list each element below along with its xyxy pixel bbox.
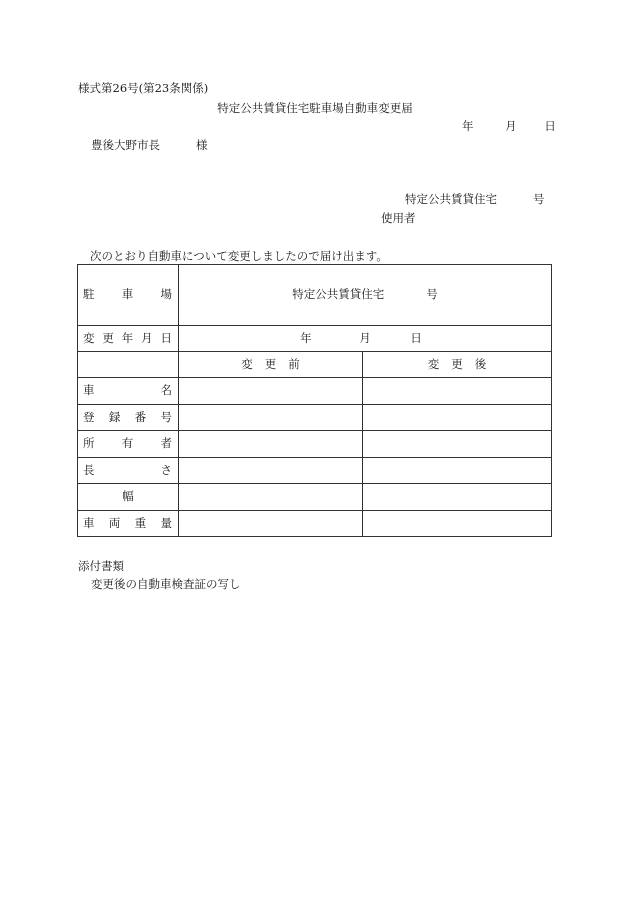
date-month: 月 bbox=[505, 119, 517, 133]
applicant-housing-label: 特定公共賃貸住宅 bbox=[405, 192, 497, 206]
width-after[interactable] bbox=[363, 484, 552, 511]
row-label-registration-number: 登 録 番 号 bbox=[78, 404, 179, 431]
change-date-label-cell bbox=[78, 326, 179, 352]
registration-number-before[interactable] bbox=[179, 404, 363, 431]
attachments-heading: 添付書類 bbox=[78, 559, 124, 573]
vehicle-weight-after[interactable] bbox=[363, 510, 552, 537]
change-date-month: 月 bbox=[359, 330, 371, 345]
applicant-housing-number: 号 bbox=[533, 192, 545, 206]
table-row bbox=[78, 484, 552, 511]
row-label-length: 長 さ bbox=[78, 457, 179, 484]
addressee-name: 豊後大野市長 bbox=[91, 138, 160, 152]
header-blank-cell bbox=[78, 352, 179, 378]
addressee-honorific: 様 bbox=[196, 138, 208, 152]
change-date-year: 年 bbox=[300, 330, 312, 345]
parking-number-label: 号 bbox=[426, 287, 438, 302]
owner-after[interactable] bbox=[363, 431, 552, 458]
vehicle-name-after[interactable] bbox=[363, 378, 552, 405]
width-before[interactable] bbox=[179, 484, 363, 511]
row-label-owner: 所 有 者 bbox=[78, 431, 179, 458]
registration-number-after[interactable] bbox=[363, 404, 552, 431]
length-before[interactable] bbox=[179, 457, 363, 484]
intro-text: 次のとおり自動車について変更しましたので届け出ます。 bbox=[90, 249, 388, 263]
change-date-label: 変 更 年 月 日 bbox=[83, 330, 172, 345]
length-after[interactable] bbox=[363, 457, 552, 484]
table-row bbox=[78, 378, 552, 405]
owner-before[interactable] bbox=[179, 431, 363, 458]
document-title: 特定公共賃貸住宅駐車場自動車変更届 bbox=[217, 101, 413, 115]
after-change-header: 変 更 後 bbox=[363, 352, 552, 378]
before-change-header: 変 更 前 bbox=[179, 352, 363, 378]
column-header-row bbox=[78, 352, 552, 378]
date-year: 年 bbox=[462, 119, 474, 133]
table-row bbox=[78, 404, 552, 431]
applicant-housing bbox=[405, 194, 545, 206]
parking-label: 駐 車 場 bbox=[83, 287, 172, 302]
change-form-table bbox=[77, 264, 552, 537]
addressee bbox=[91, 140, 208, 152]
table-row bbox=[78, 431, 552, 458]
submission-date bbox=[462, 121, 556, 133]
vehicle-weight-before[interactable] bbox=[179, 510, 363, 537]
applicant-user-label: 使用者 bbox=[381, 211, 416, 225]
parking-value-cell[interactable] bbox=[179, 265, 552, 326]
table-row bbox=[78, 457, 552, 484]
date-day: 日 bbox=[544, 119, 556, 133]
table-row bbox=[78, 510, 552, 537]
change-date-value-cell[interactable] bbox=[179, 326, 552, 352]
row-label-vehicle-weight: 車 両 重 量 bbox=[78, 510, 179, 537]
parking-row bbox=[78, 265, 552, 326]
row-label-vehicle-name: 車 名 bbox=[78, 378, 179, 405]
change-date-row bbox=[78, 326, 552, 352]
parking-housing-label: 特定公共賃貸住宅 bbox=[292, 287, 385, 302]
parking-label-cell bbox=[78, 265, 179, 326]
form-number: 様式第26号(第23条関係) bbox=[78, 81, 209, 95]
attachment-item: 変更後の自動車検査証の写し bbox=[91, 577, 241, 591]
vehicle-name-before[interactable] bbox=[179, 378, 363, 405]
row-label-width: 幅 bbox=[78, 484, 179, 511]
change-date-day: 日 bbox=[410, 330, 422, 345]
